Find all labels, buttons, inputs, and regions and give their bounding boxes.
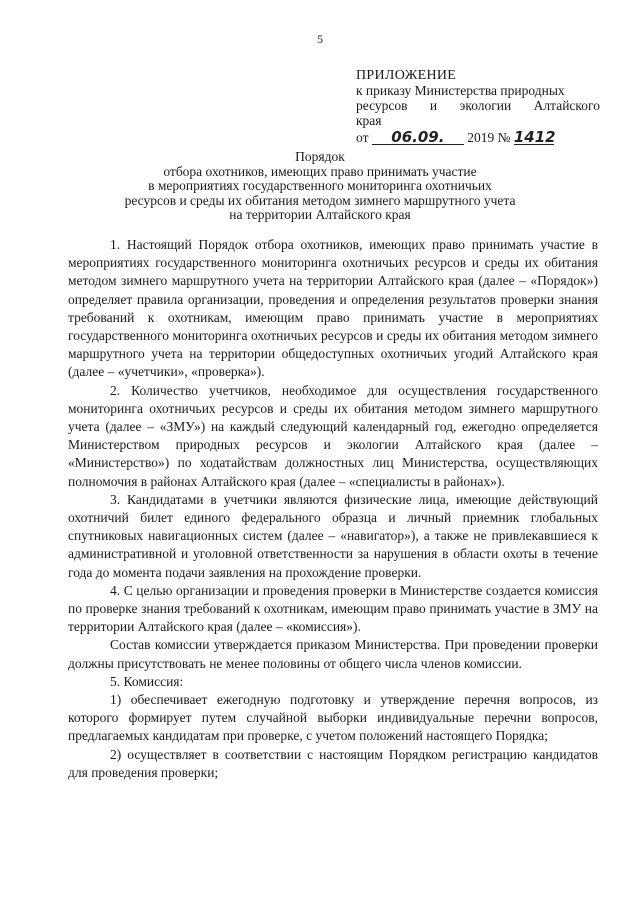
paragraph-5-item-2: 2) осуществляет в соответствии с настоящим Порядком регистрацию кандидатов для проведения проверки; [68, 746, 598, 780]
title-line-4: ресурсов и среды их обитания методом зимнего маршрутного учета [124, 192, 516, 208]
appendix-block [356, 68, 600, 145]
appendix-line-3: края [356, 113, 382, 128]
appendix-line-1: к приказу Министерства природных [356, 83, 565, 98]
title-line-3: в мероприятиях государственного мониторинга охотничьих [148, 178, 492, 193]
page-number: 5 [317, 32, 323, 46]
handwritten-date: 06.09. [372, 130, 464, 145]
title-line-1: Порядок [295, 149, 345, 164]
paragraph-1: 1. Настоящий Порядок отбора охотников, имеющих право принимать участие в мероприятиях государственного мониторинга охотничьих ресурсов и среды их обитания методом зимнего маршрутного учета на территории Алтайского края (далее – «Порядок») определяет правила организации, проведения и определения результатов проверки знания требований к охотникам, имеющим право принимать участие в мероприятиях государственного мониторинга охотничьих ресурсов и среды их обитания методом зимнего маршрутного учета на территории общедоступных охотничьих угодий Алтайского края (далее – «учетчики», «проверка»). [68, 237, 598, 380]
paragraph-commission-composition: Состав комиссии утверждается приказом Министерства. При проведении проверки должны присутствовать не менее половины от общего числа членов комиссии. [68, 637, 598, 671]
paragraph-3: 3. Кандидатами в учетчики являются физические лица, имеющие действующий охотничий билет единого федерального образца и личный приемник глобальных спутниковых навигационных систем (далее – «навигатор»), а также не привлекавшиеся к административной и уголовной ответственности за нарушения в области охоты в течение года до момента подачи заявления на прохождение проверки. [68, 491, 598, 580]
title-line-2: отбора охотников, имеющих право принимать участие [163, 163, 477, 179]
handwritten-order-number: 1412 [513, 128, 556, 146]
from-label: от [356, 130, 369, 145]
appendix-title: ПРИЛОЖЕНИЕ [356, 68, 457, 83]
year-number-label: 2019 № [467, 130, 511, 145]
title-line-5: на территории Алтайского края [229, 207, 411, 222]
appendix-line-2: ресурсов и экологии Алтайского [356, 98, 600, 113]
paragraph-5-item-1: 1) обеспечивает ежегодную подготовку и утверждение перечня вопросов, из которого формирует путем случайной выборки индивидуальные перечни вопросов, предлагаемых кандидатам при проверке, с учетом положений настоящего Порядка; [68, 692, 598, 744]
paragraph-5-heading: 5. Комиссия: [110, 673, 184, 689]
order-date-line [356, 130, 600, 145]
paragraph-2: 2. Количество учетчиков, необходимое для осуществления государственного мониторинга охотничьих ресурсов и среды их обитания методом зимнего маршрутного учета (далее – «ЗМУ») на каждый следующий календарный год, ежегодно определяется Министерством природных ресурсов и экологии Алтайского края (далее – «Министерство») по ходатайствам должностных лиц Министерства, осуществляющих полномочия в районах Алтайского края (далее – «специалисты в районах»). [68, 382, 598, 489]
paragraph-4: 4. С целью организации и проведения проверки в Министерстве создается комиссия по проверке знания требований к охотникам, имеющим право принимать участие в ЗМУ на территории Алтайского края (далее – «комиссия»). [68, 582, 598, 635]
document-title [60, 150, 580, 223]
document-body [68, 236, 598, 782]
